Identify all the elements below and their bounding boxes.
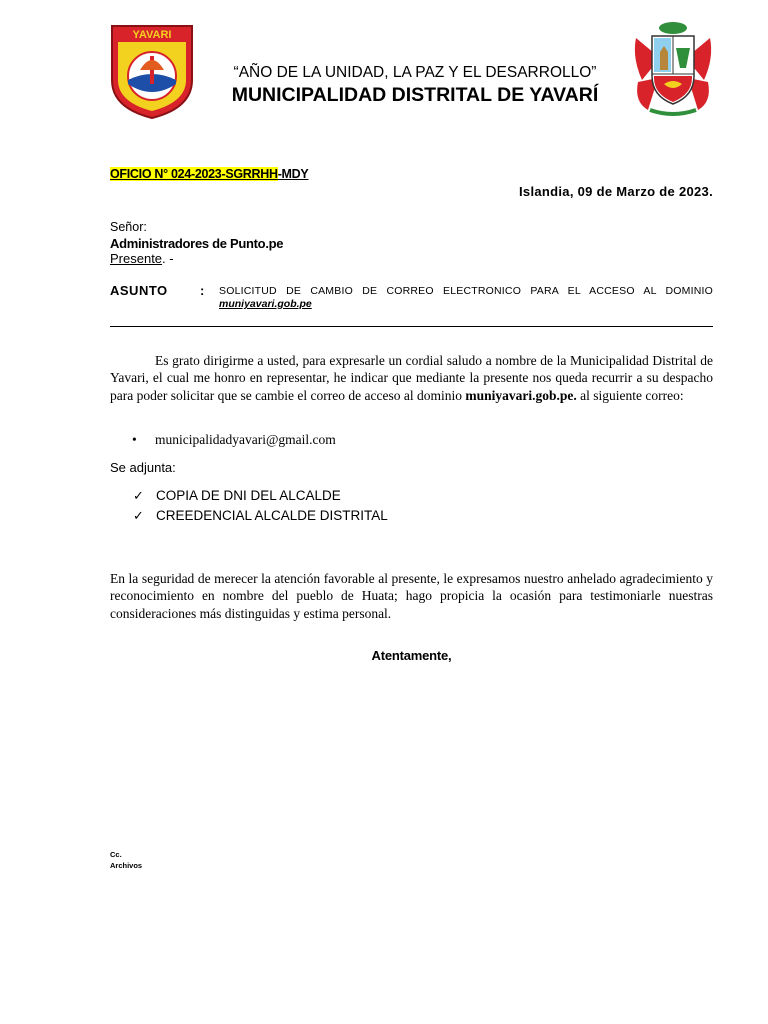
cc-label: Cc.: [110, 850, 122, 859]
oficio-number-suffix: -MDY: [277, 167, 309, 181]
oficio-number: [110, 167, 308, 181]
attachment-item: COPIA DE DNI DEL ALCALDE: [156, 488, 341, 503]
closing: Atentamente,: [371, 648, 452, 663]
document-date: Islandia, 09 de Marzo de 2023.: [519, 184, 713, 199]
checkmark-icon: ✓: [133, 488, 144, 503]
email-address: municipalidadyavari@gmail.com: [155, 432, 336, 447]
year-motto: “AÑO DE LA UNIDAD, LA PAZ Y EL DESARROLLO”: [233, 64, 597, 81]
salutation: Señor:: [110, 220, 147, 234]
asunto-label: ASUNTO: [110, 283, 168, 298]
asunto-text: SOLICITUD DE CAMBIO DE CORREO ELECTRONICO PARA EL ACCESO AL DOMINIO: [219, 285, 713, 297]
presente-suffix: . -: [162, 251, 174, 266]
cc-value: Archivos: [110, 861, 143, 870]
presente-line: [110, 251, 174, 266]
asunto-domain: muniyavari.gob.pe: [219, 298, 312, 310]
body-paragraph-1-end: al siguiente correo:: [576, 387, 684, 403]
yavari-shield-icon: [104, 20, 200, 120]
bullet-icon: •: [132, 432, 137, 447]
municipality-name: MUNICIPALIDAD DISTRITAL DE YAVARÍ: [231, 84, 599, 106]
asunto-colon: :: [200, 283, 205, 298]
attachment-item: CREEDENCIAL ALCALDE DISTRITAL: [156, 508, 388, 523]
body-paragraph-2: En la seguridad de merecer la atención favorable al presente, le expresamos nuestro anhelado agradecimiento y reconocimiento en nombre del pueblo de Huata; hago propicia la ocasión para testimoniarle nuestras consideraciones más distinguidas y estima personal.: [110, 571, 713, 621]
addressee: Administradores de Punto.pe: [110, 236, 284, 251]
oficio-number-highlight: OFICIO N° 024-2023-SGRRHH: [110, 167, 278, 181]
divider: [110, 326, 713, 327]
presente-word: Presente: [110, 251, 163, 266]
attachments-label: Se adjunta:: [110, 460, 176, 475]
checkmark-icon: ✓: [133, 508, 144, 523]
body-paragraph-1-text: Es grato dirigirme a usted, para expresarle un cordial saludo a nombre de la Municipalidad Distrital de Yavari, el cual me honro en representar, he indicar que mediante la presente nos queda recurrir a su despacho para poder solicitar que se cambie el correo de acceso al dominio: [110, 353, 713, 403]
peru-coat-of-arms-icon: [630, 18, 716, 122]
body-paragraph-1-domain: muniyavari.gob.pe.: [465, 387, 577, 403]
body-paragraph-1: [110, 352, 713, 404]
yavari-shield-logo: [104, 20, 200, 120]
peru-coat-of-arms-logo: [630, 18, 716, 122]
svg-text:YAVARI: YAVARI: [132, 29, 172, 41]
